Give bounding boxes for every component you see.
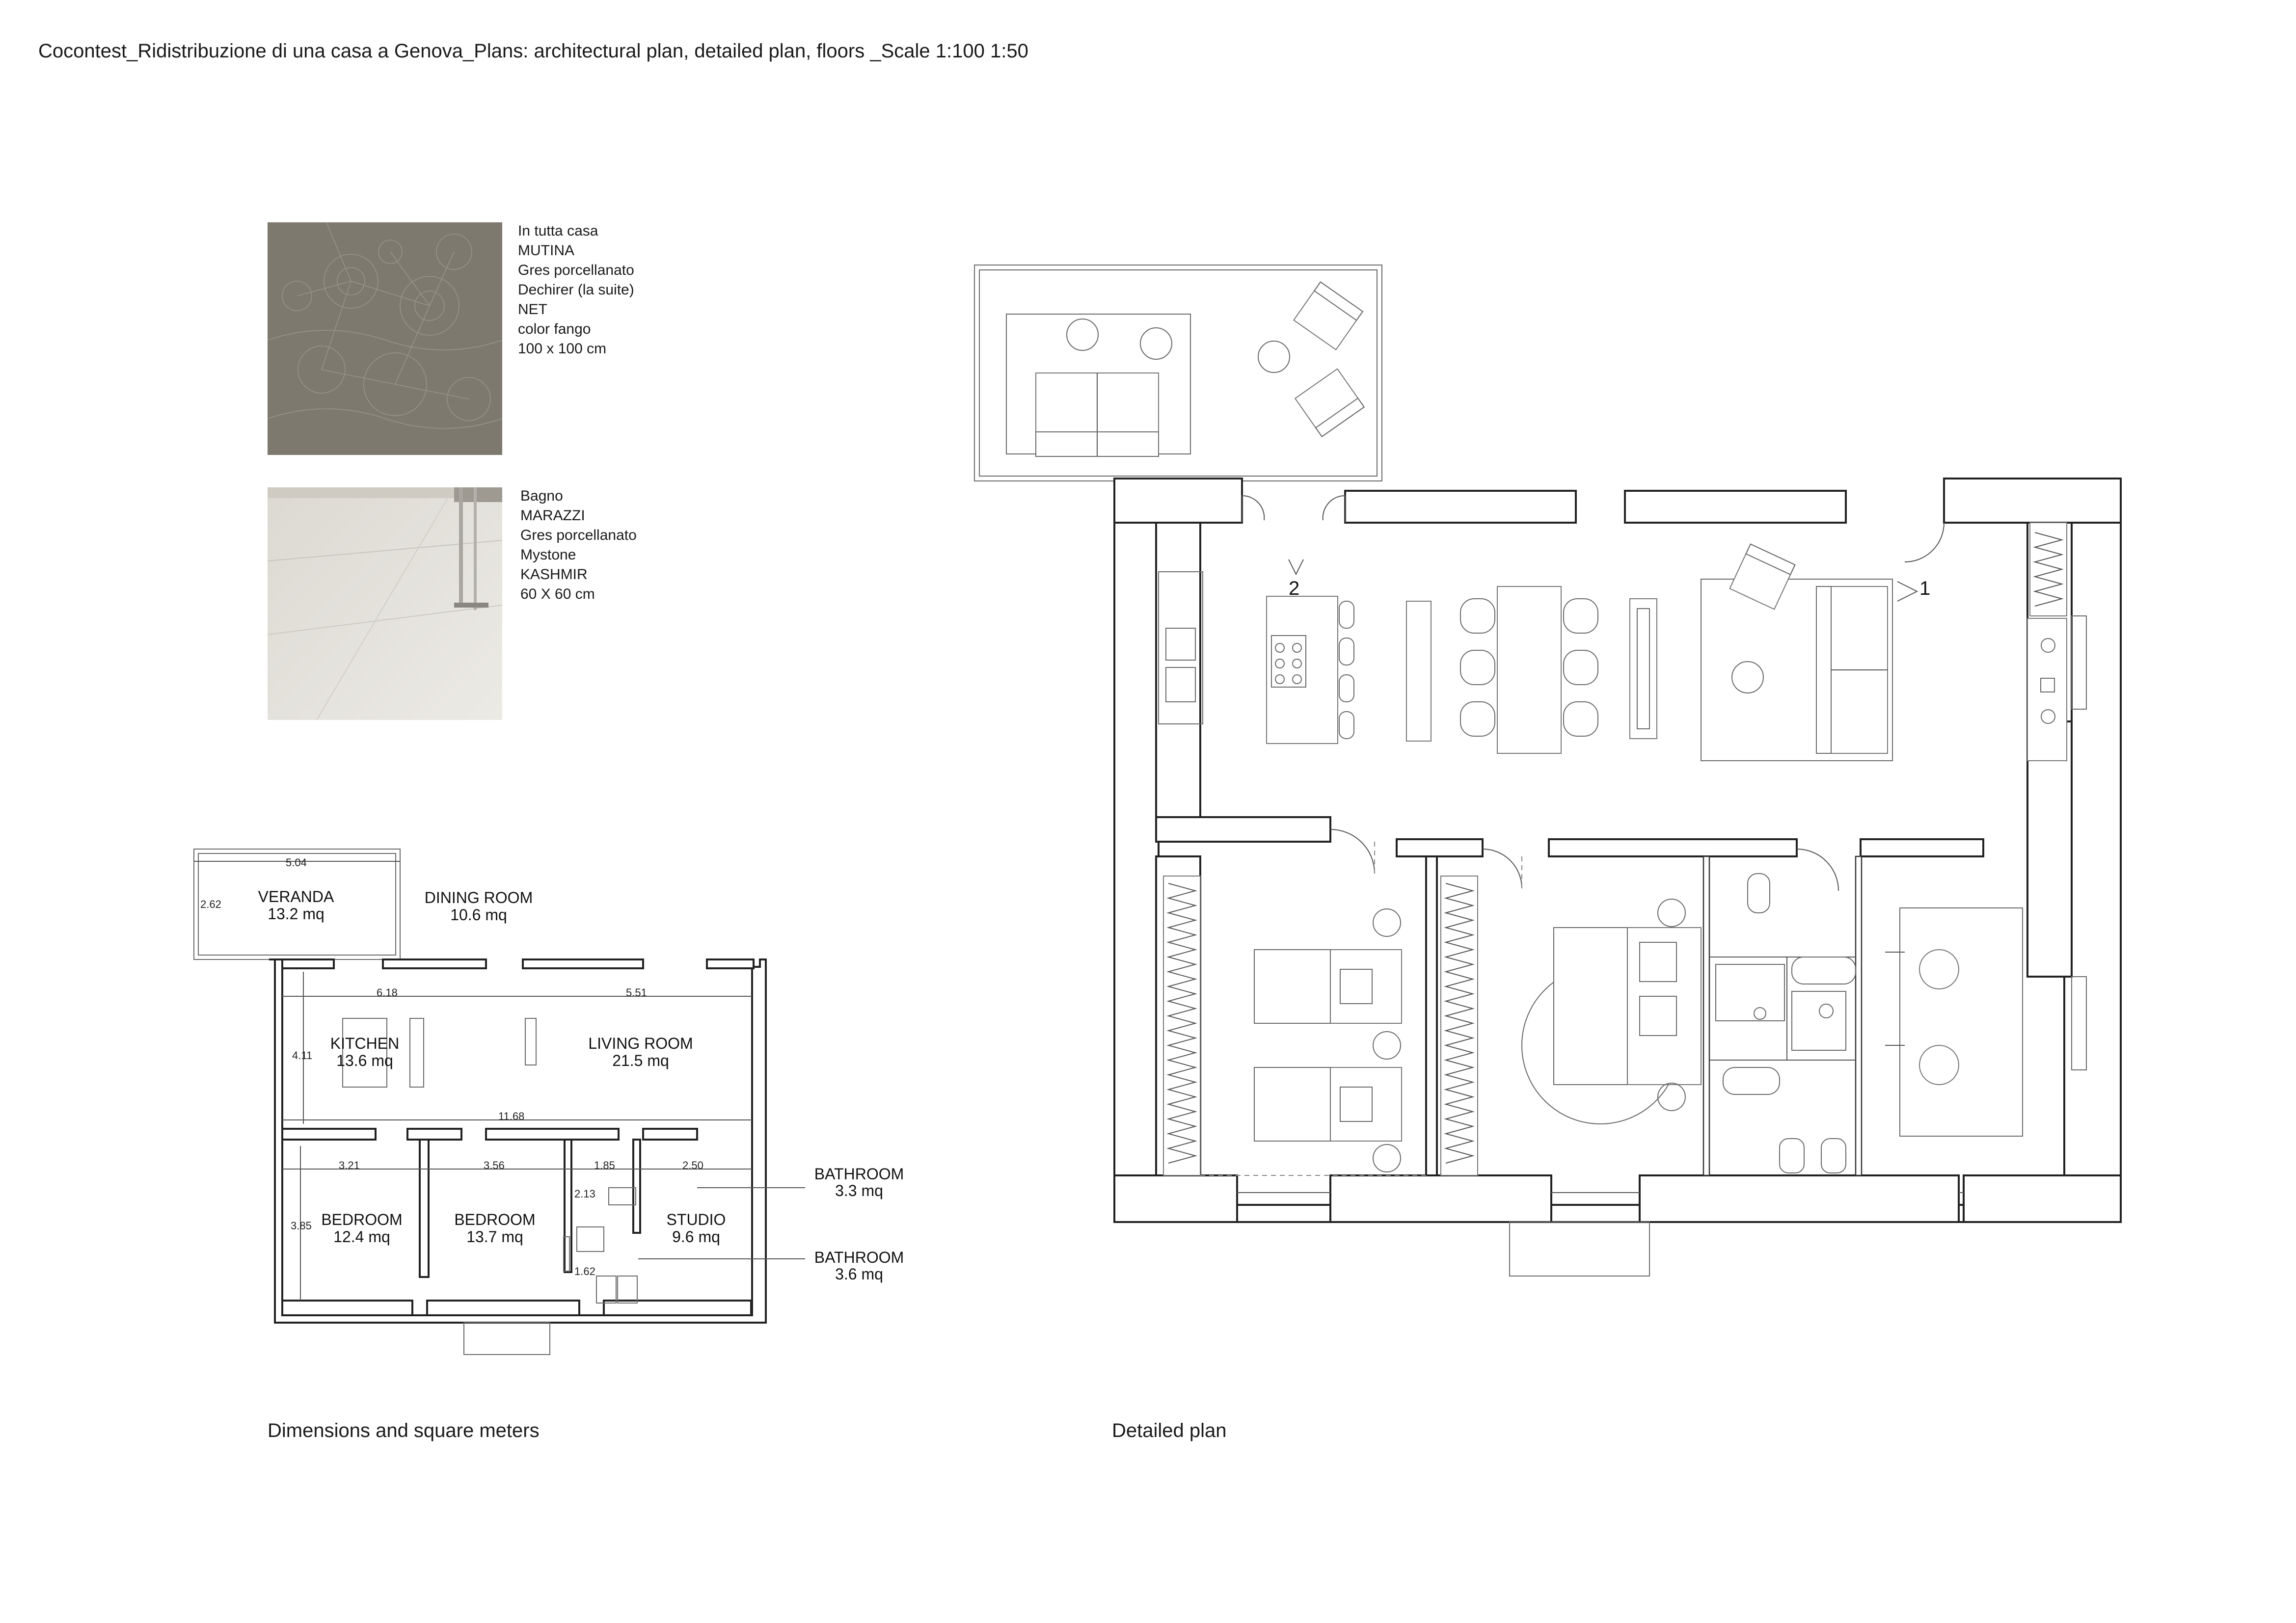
kitchen-island [1267, 596, 1338, 744]
basin [1723, 1067, 1780, 1094]
room-bedroom2-name: BEDROOM [454, 1211, 536, 1228]
living-armchair [1730, 544, 1795, 610]
dim-overall-width: 11.68 [498, 1110, 525, 1122]
room-bathroom1-name: BATHROOM [814, 1165, 904, 1183]
bidet-icon [1821, 1139, 1846, 1173]
detailed-partition [1549, 839, 1797, 856]
small-plan-exterior-wall [269, 959, 766, 1323]
small-partition [643, 1129, 697, 1140]
small-partition [565, 1140, 571, 1272]
single-bed [1254, 1067, 1402, 1141]
room-bedroom1-area: 12.4 mq [333, 1228, 390, 1246]
dining-chair [1460, 650, 1495, 685]
small-front-wall [383, 959, 486, 968]
studio-chair [1919, 950, 1959, 989]
room-bedroom2-area: 13.7 mq [466, 1228, 523, 1246]
mutina-note-line: NET [518, 301, 547, 318]
veranda-armchair [1294, 282, 1363, 349]
single-bed [1254, 950, 1402, 1023]
mutina-note-line: Dechirer (la suite) [518, 282, 634, 298]
dim-bath1-width: 1.85 [594, 1159, 615, 1171]
small-rear-wall [427, 1301, 579, 1315]
bathtub [1792, 991, 1846, 1050]
fireplace-unit [2027, 618, 2067, 761]
shower-drain [1754, 1008, 1766, 1019]
room-bathroom2-name: BATHROOM [814, 1249, 904, 1266]
caption-dimensions: Dimensions and square meters [268, 1420, 540, 1441]
wardrobe-bedroom1 [1163, 876, 1200, 1175]
dim-veranda-width: 5.04 [286, 856, 307, 869]
dim-kitchen-width: 6.18 [377, 986, 398, 999]
small-counter [410, 1018, 424, 1087]
detailed-top-wall [1625, 491, 1846, 523]
section-marker-2: 2 [1289, 578, 1300, 599]
small-partition [407, 1129, 461, 1140]
door-swing [1483, 849, 1522, 888]
stool [1339, 712, 1354, 739]
bedside-table [1373, 1144, 1401, 1172]
mutina-note-line: Gres porcellanato [518, 262, 634, 278]
stool [1339, 675, 1354, 702]
living-side-table [1732, 662, 1763, 693]
room-studio-name: STUDIO [666, 1211, 726, 1228]
detailed-partition-vertical [1856, 856, 1862, 1175]
room-veranda-area: 13.2 mq [268, 905, 324, 923]
section-marker-1-arrow [1897, 582, 1917, 601]
veranda-stool [1140, 328, 1172, 359]
mutina-note-line: In tutta casa [518, 223, 598, 239]
room-bathroom1-area: 3.3 mq [835, 1182, 883, 1199]
dining-chair [1564, 702, 1598, 736]
studio-chair [1919, 1045, 1959, 1085]
dim-living-width: 5.51 [626, 986, 647, 999]
kitchen-counter-bar [1406, 601, 1431, 741]
small-front-wall [523, 959, 643, 968]
room-kitchen-name: KITCHEN [330, 1035, 400, 1052]
stool [1339, 601, 1354, 628]
detailed-partition [1861, 839, 1983, 856]
mutina-note-line: color fango [518, 321, 591, 337]
dim-bath2-width: 1.62 [574, 1265, 595, 1277]
room-kitchen-area: 13.6 mq [336, 1052, 393, 1069]
veranda-side-table [1258, 341, 1290, 372]
small-rear-wall [282, 1301, 412, 1315]
wardrobe-bedroom2 [1441, 876, 1478, 1175]
dim-night-depth: 3.85 [291, 1220, 312, 1232]
marazzi-note-line: 60 X 60 cm [520, 586, 595, 602]
basin [1792, 957, 1856, 984]
detailed-partition [1156, 817, 1330, 842]
door-swing [1323, 496, 1345, 523]
toilet-icon [1780, 1139, 1804, 1173]
detailed-bottom-wall [1330, 1175, 1551, 1222]
dining-table [1497, 586, 1561, 753]
shower-drain [1819, 1004, 1833, 1018]
shower-tray [1716, 964, 1784, 1021]
marazzi-note-line: Gres porcellanato [520, 527, 637, 543]
dimensions-plan [194, 849, 904, 1355]
marazzi-note-line: KASHMIR [520, 566, 588, 583]
dining-chair [1564, 650, 1598, 685]
detailed-balcony [1510, 1222, 1649, 1276]
marazzi-note-line: Bagno [520, 488, 563, 504]
dining-chair [1564, 599, 1598, 633]
door-swing [1330, 829, 1375, 874]
dim-veranda-depth: 2.62 [200, 898, 221, 910]
detailed-partition-vertical [1703, 856, 1709, 1175]
dim-bed2-width: 3.56 [484, 1159, 505, 1171]
bedside-table [1658, 899, 1685, 927]
detailed-partition-vertical [1426, 856, 1437, 1175]
small-front-wall [707, 959, 754, 968]
detailed-bottom-wall [1114, 1175, 1237, 1222]
room-dining-area: 10.6 mq [450, 906, 507, 924]
detailed-left-inner-wall [1156, 523, 1200, 817]
mutina-note-line: MUTINA [518, 242, 574, 259]
detailed-top-wall [1114, 479, 1242, 523]
detailed-partition [1397, 839, 1483, 856]
marazzi-note-line: Mystone [520, 547, 576, 563]
room-studio-area: 9.6 mq [672, 1228, 720, 1246]
small-partition [282, 1129, 376, 1140]
detailed-top-wall [1944, 479, 2121, 523]
dining-chair [1460, 599, 1495, 633]
small-radiator [525, 1018, 536, 1065]
stool [1339, 638, 1354, 665]
detailed-bottom-wall [1964, 1175, 2121, 1222]
small-partition [633, 1140, 640, 1233]
room-bedroom1-name: BEDROOM [321, 1211, 403, 1228]
small-partition [486, 1129, 619, 1140]
small-partition [420, 1140, 429, 1277]
detailed-bottom-wall [1640, 1175, 1959, 1222]
room-living-area: 21.5 mq [612, 1052, 669, 1069]
veranda-armchair [1295, 369, 1364, 437]
dim-day-depth: 4.11 [292, 1049, 313, 1062]
sheet-title: Cocontest_Ridistribuzione di una casa a Genova_Plans: architectural plan, detailed plan, floors _Scale 1:100 1:50 [38, 40, 1028, 62]
dim-bed1-width: 3.21 [339, 1159, 360, 1171]
door-swing [1905, 523, 1944, 562]
room-bathroom2-area: 3.6 mq [835, 1265, 883, 1283]
section-marker-1: 1 [1919, 578, 1931, 599]
small-front-wall [282, 959, 334, 968]
caption-detailed-plan: Detailed plan [1112, 1420, 1227, 1441]
sideboard [1630, 599, 1657, 739]
small-balcony [464, 1323, 550, 1355]
mutina-note-line: 100 x 100 cm [518, 341, 607, 357]
door-swing [1797, 849, 1838, 891]
small-bidet [618, 1276, 637, 1303]
section-marker-2-arrow [1289, 559, 1303, 574]
detailed-left-wall [1114, 479, 1159, 1222]
dim-bath-depth: 2.13 [574, 1188, 595, 1200]
detailed-right-wall [2064, 479, 2121, 1222]
studio-desk [1900, 908, 2023, 1136]
room-living-name: LIVING ROOM [588, 1035, 693, 1052]
small-toilet [596, 1276, 616, 1303]
dim-studio-width: 2.50 [682, 1159, 703, 1171]
veranda-stool [1067, 319, 1098, 350]
detailed-plan [974, 265, 2121, 1276]
room-veranda-name: VERANDA [258, 888, 334, 905]
marazzi-note-line: MARAZZI [520, 507, 585, 524]
right-radiator [2030, 523, 2067, 616]
small-basin [609, 1188, 636, 1205]
dining-chair [1460, 702, 1495, 736]
room-dining-name: DINING ROOM [424, 889, 533, 906]
toilet-icon [1748, 874, 1770, 913]
door-swing [1242, 496, 1264, 523]
small-basin [577, 1227, 604, 1251]
bedside-table [1658, 1083, 1685, 1111]
bedside-table [1373, 909, 1401, 936]
detailed-top-wall [1345, 491, 1576, 523]
bedside-table [1373, 1032, 1401, 1059]
